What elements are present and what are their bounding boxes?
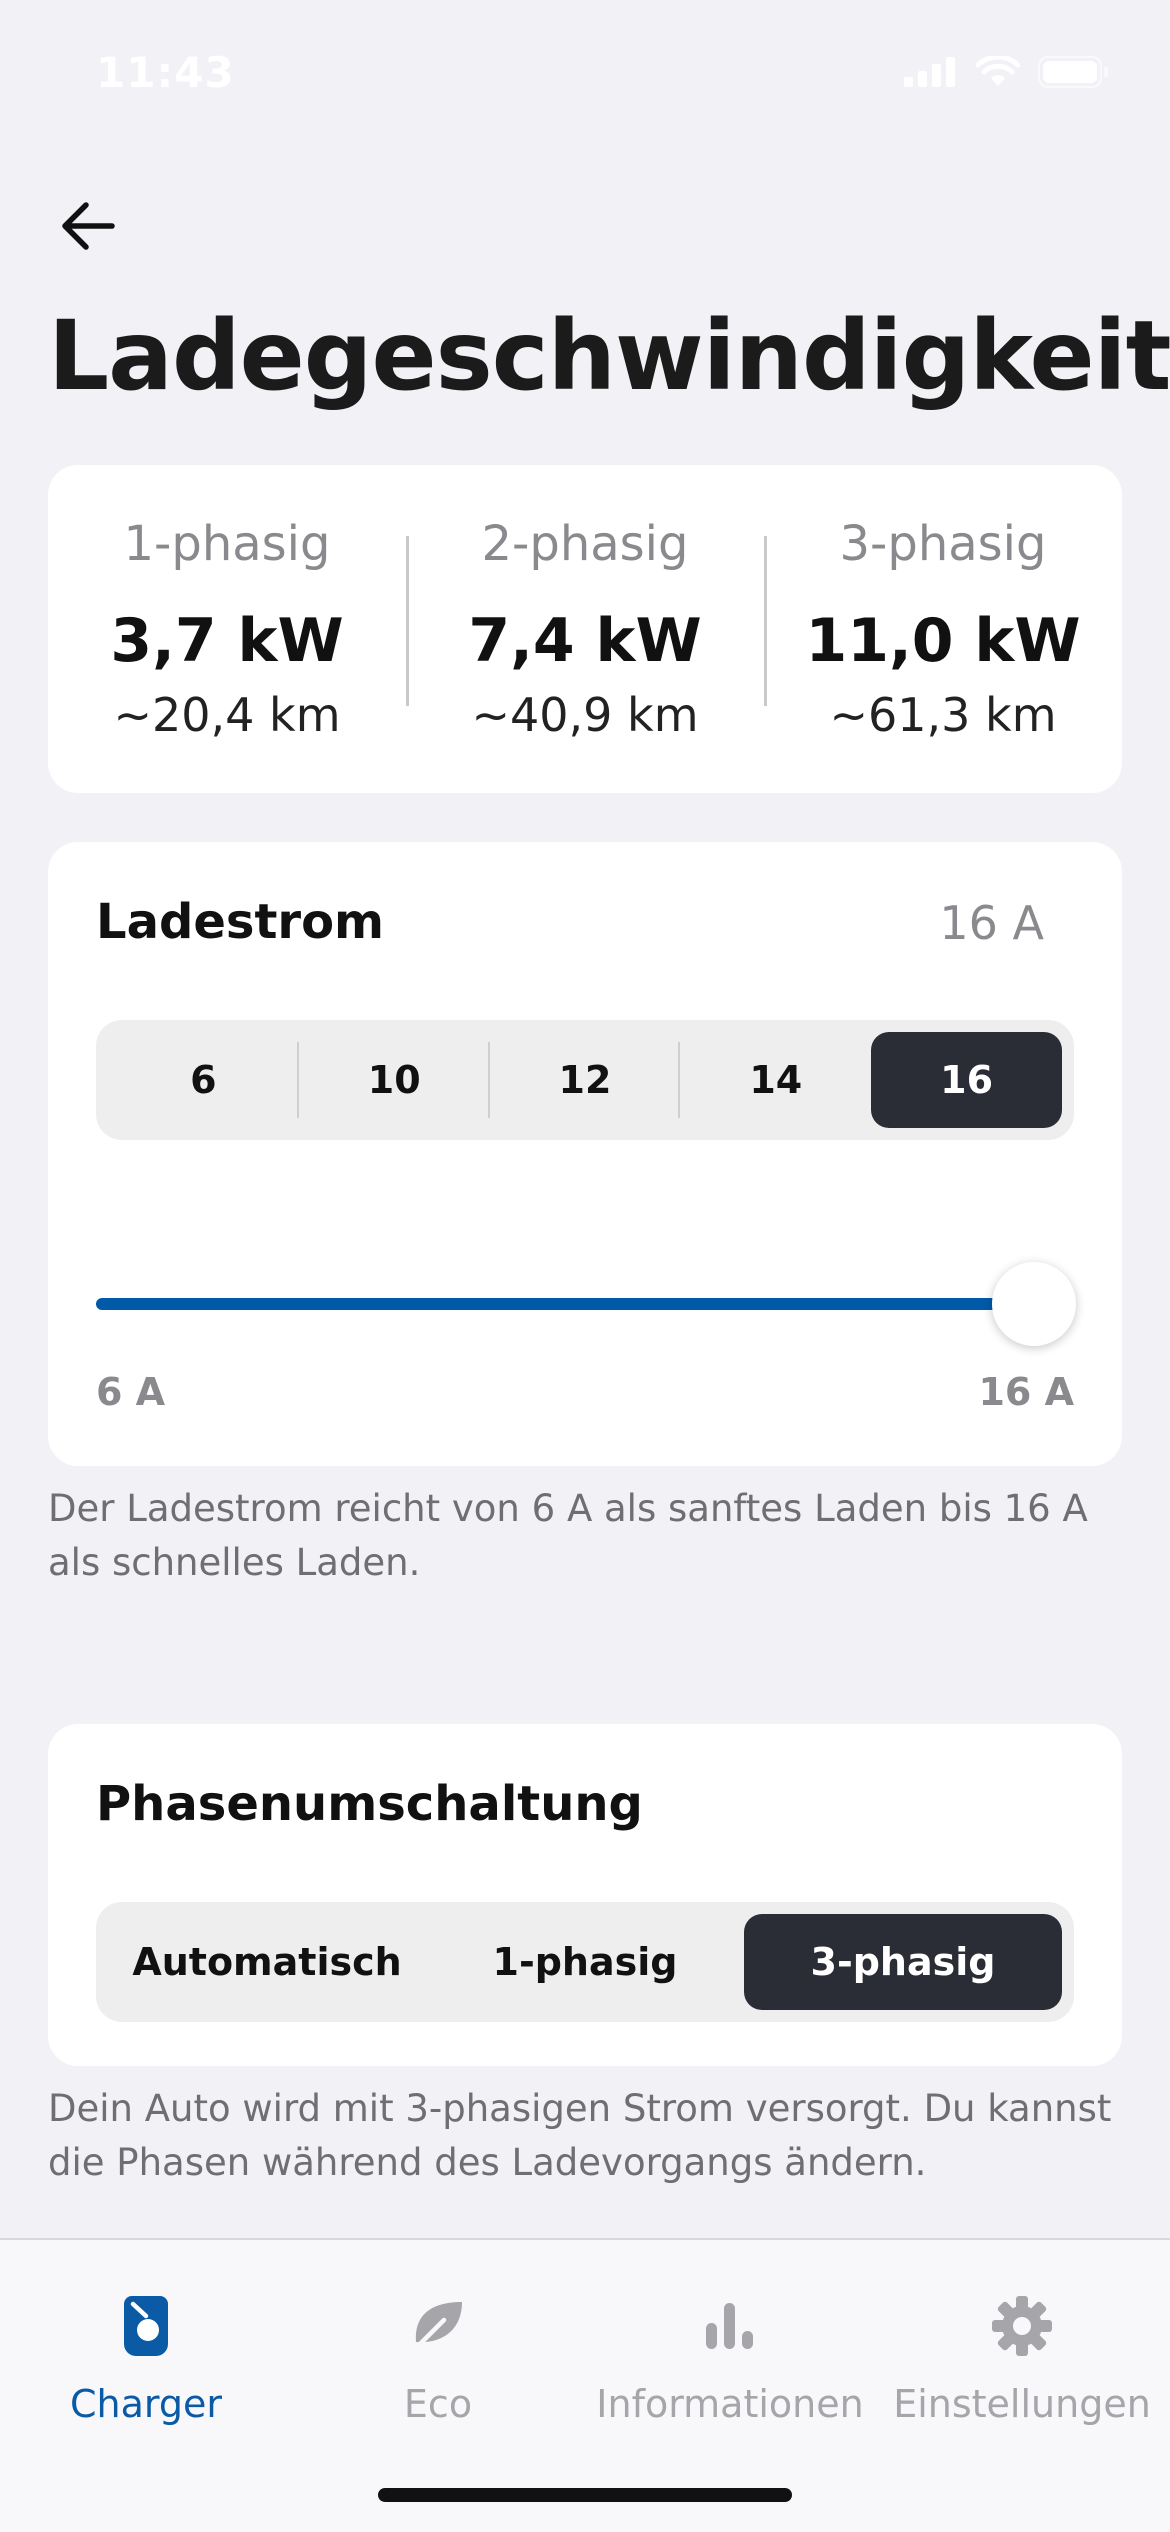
- tab-informationen[interactable]: [584, 2286, 876, 2426]
- current-option-14[interactable]: 14: [749, 1058, 803, 1102]
- tab-label: Einstellungen: [893, 2382, 1151, 2426]
- tab-label: Eco: [403, 2382, 473, 2426]
- tab-label: Charger: [70, 2382, 222, 2426]
- current-slider-thumb[interactable]: [992, 1262, 1076, 1346]
- phase-name: 3-phasig: [839, 516, 1047, 572]
- phase-option-1-phasig[interactable]: 1-phasig: [492, 1940, 678, 1984]
- status-time: 11:43: [96, 48, 235, 97]
- charging-current-card: [48, 842, 1122, 1466]
- phase-switch-card: [48, 1724, 1122, 2066]
- leaf-icon: [410, 2298, 466, 2354]
- current-option-16[interactable]: 16: [871, 1032, 1062, 1128]
- phase-name: 1-phasig: [123, 516, 331, 572]
- charging-current-value: 16 A: [939, 896, 1044, 950]
- phase-switch-title: Phasenumschaltung: [96, 1776, 643, 1832]
- current-option-10[interactable]: 10: [299, 1032, 490, 1128]
- phase-range: ~40,9 km: [471, 688, 699, 742]
- phase-option-3-phasig[interactable]: 3-phasig: [744, 1914, 1062, 2010]
- phase-range: ~61,3 km: [829, 688, 1057, 742]
- tab-einstellungen[interactable]: [876, 2286, 1168, 2426]
- charging-current-selector: [96, 1020, 1074, 1140]
- charging-current-help: Der Ladestrom reicht von 6 A als sanftes Laden bis 16 A als schnelles Laden.: [48, 1487, 1088, 1584]
- phase-name: 2-phasig: [481, 516, 689, 572]
- phase-column-1: [48, 516, 406, 742]
- current-slider-track[interactable]: [96, 1298, 1038, 1310]
- phase-column-3: [764, 516, 1122, 742]
- status-bar: [0, 0, 1170, 140]
- cellular-signal-icon: [904, 57, 958, 87]
- current-option-12[interactable]: 12: [490, 1032, 681, 1128]
- status-icons: [904, 56, 1110, 88]
- phase-switch-selector: [96, 1902, 1074, 2022]
- charger-icon: [122, 2294, 170, 2358]
- phase-summary-card: [48, 465, 1122, 793]
- phase-power: 7,4 kW: [468, 606, 702, 676]
- phase-power: 3,7 kW: [110, 606, 344, 676]
- back-button[interactable]: [52, 190, 124, 262]
- tab-label: Informationen: [596, 2382, 864, 2426]
- gear-icon: [990, 2294, 1054, 2358]
- current-option-6[interactable]: 6: [108, 1032, 299, 1128]
- slider-max-label: 16 A: [978, 1370, 1074, 1414]
- phase-switch-help: Dein Auto wird mit 3-phasigen Strom versorgt. Du kannst die Phasen während des Ladevorgangs ändern.: [48, 2087, 1112, 2184]
- page-title: Ladegeschwindigkeit: [48, 300, 1170, 412]
- phase-option-automatisch[interactable]: Automatisch: [132, 1940, 402, 1984]
- bar-chart-icon: [704, 2301, 756, 2351]
- tab-eco[interactable]: [292, 2286, 584, 2426]
- wifi-icon: [976, 56, 1020, 88]
- phase-power: 11,0 kW: [805, 606, 1081, 676]
- charging-current-title: Ladestrom: [96, 894, 385, 950]
- phase-column-2: [406, 516, 764, 742]
- phase-range: ~20,4 km: [113, 688, 341, 742]
- slider-min-label: 6 A: [96, 1370, 166, 1414]
- tab-charger[interactable]: [0, 2286, 292, 2426]
- arrow-left-icon: [60, 201, 116, 251]
- battery-icon: [1038, 56, 1110, 88]
- home-indicator[interactable]: [378, 2488, 792, 2502]
